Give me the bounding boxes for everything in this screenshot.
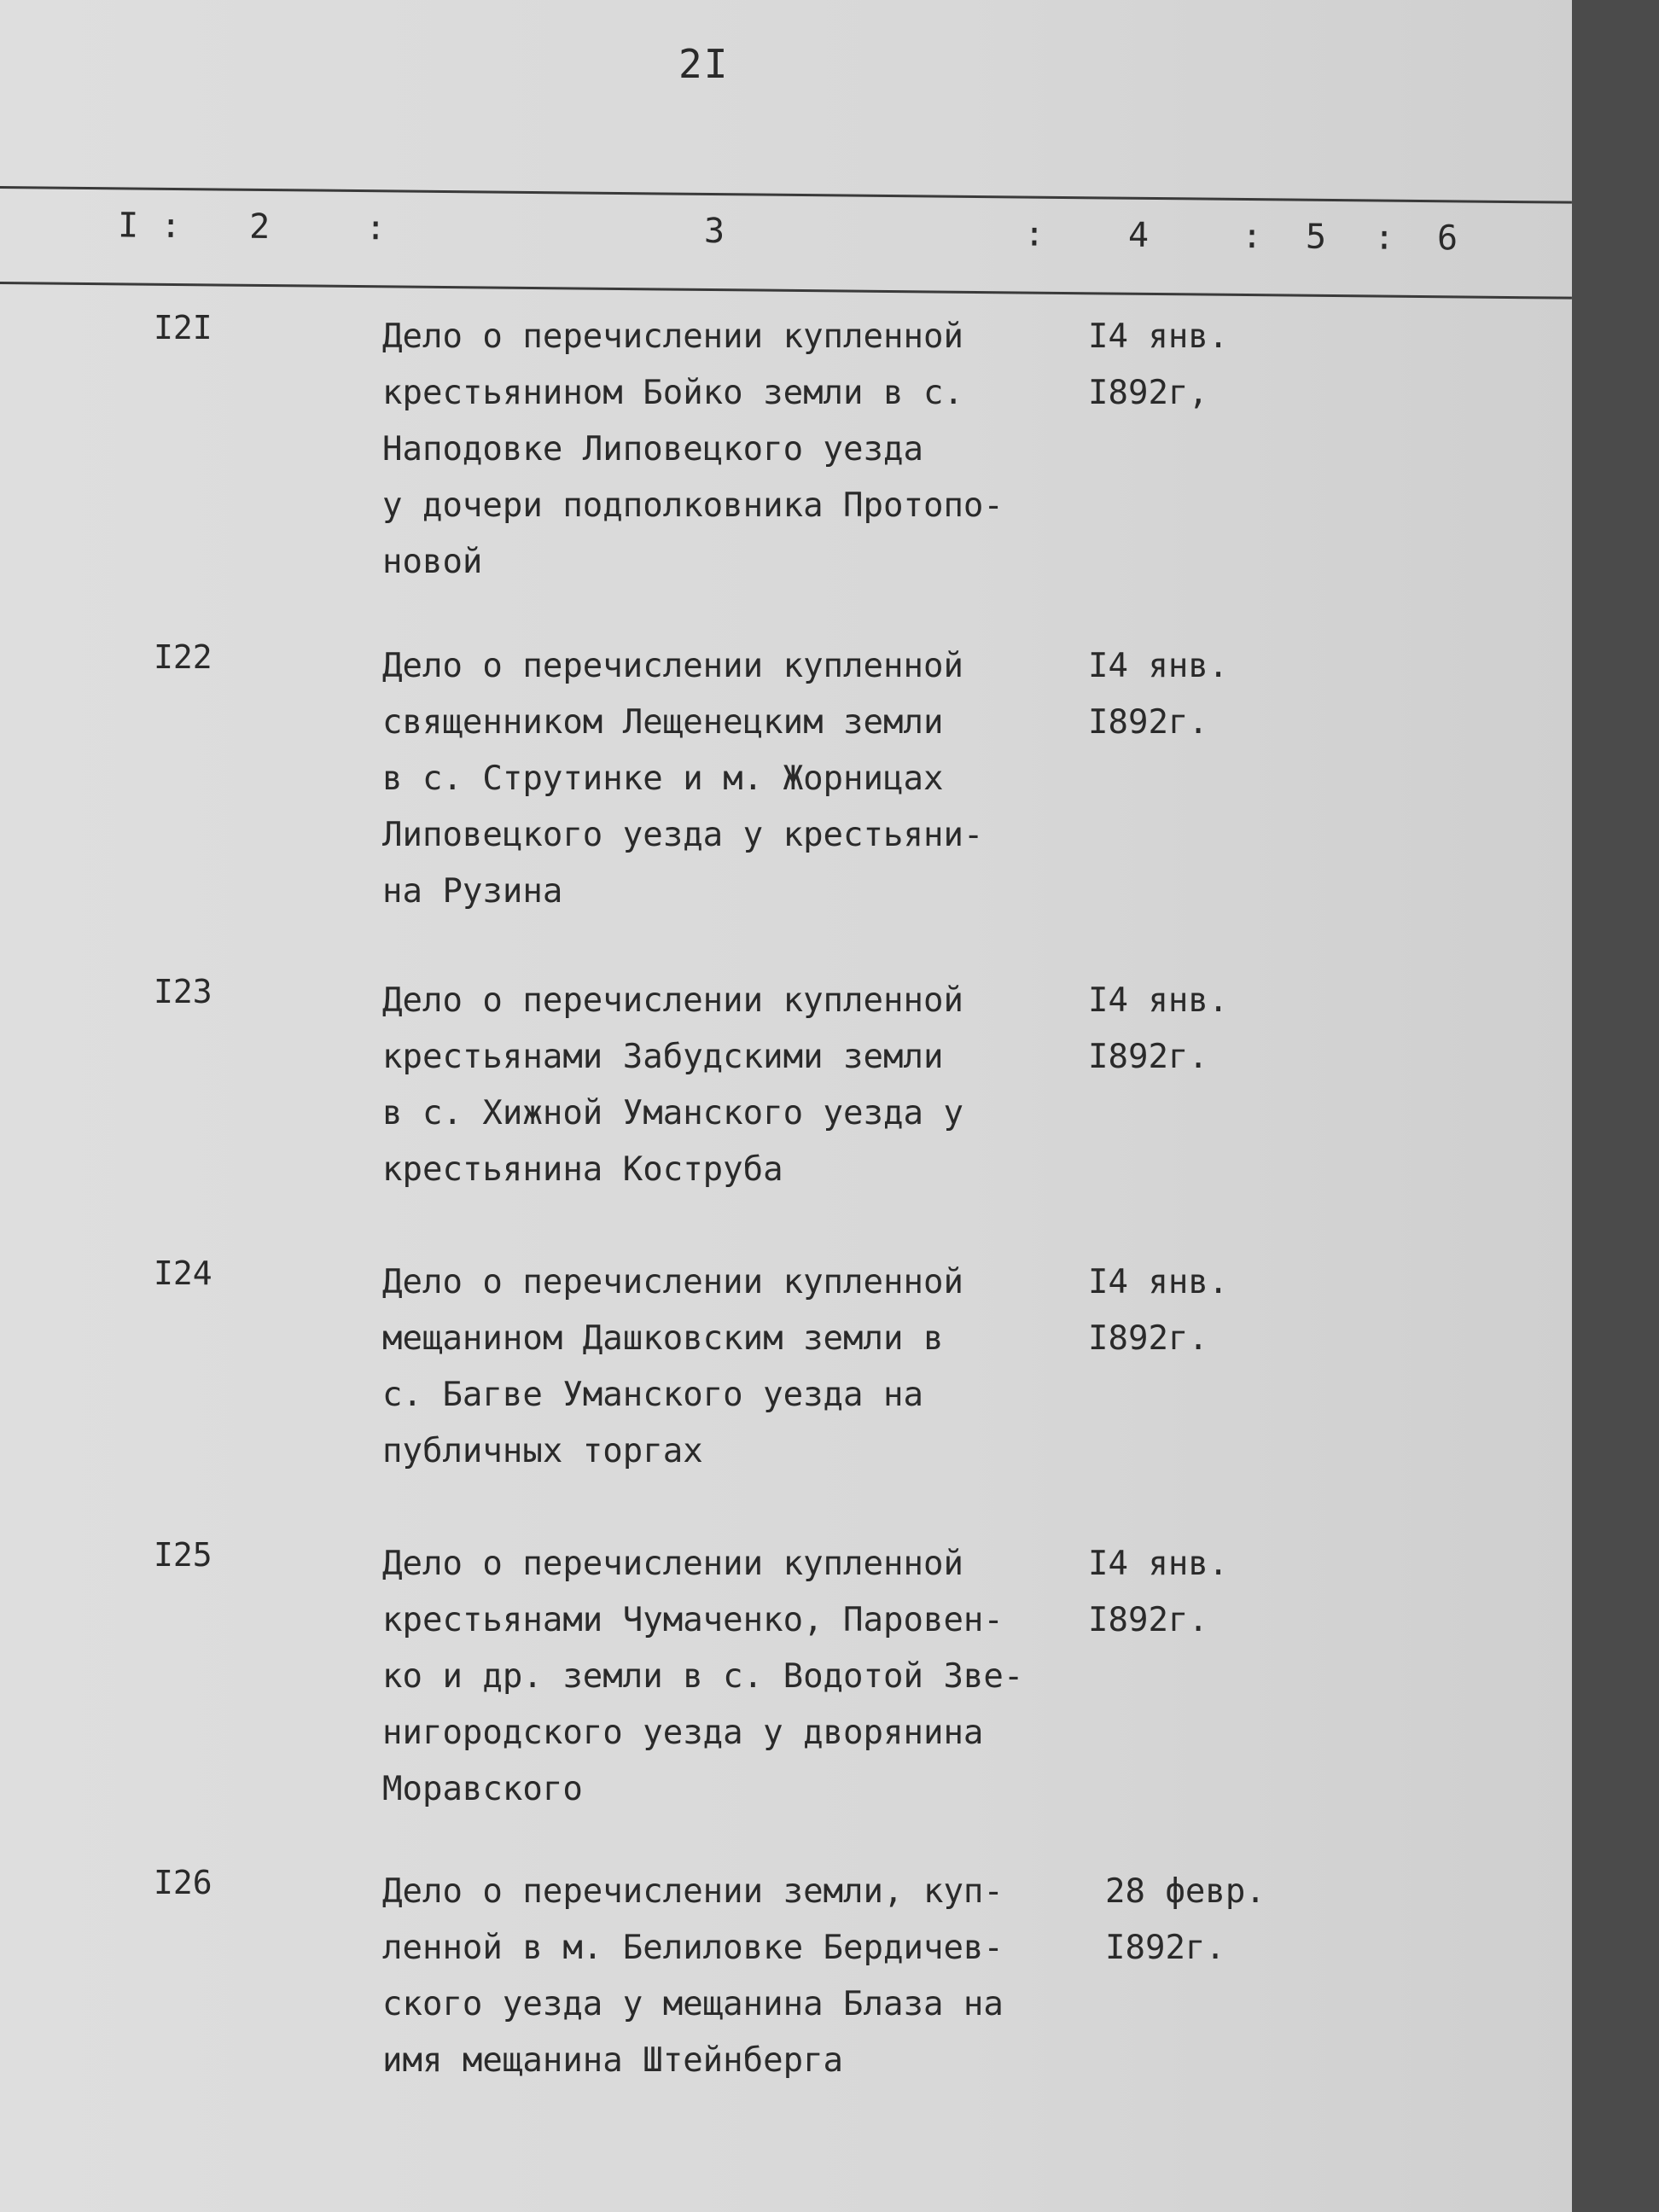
- description-line: на Рузина: [382, 872, 563, 911]
- description-line: ского уезда у мещанина Блаза на: [382, 1985, 1004, 2023]
- date-line: I4 янв.: [1088, 1545, 1229, 1583]
- entry-description: [382, 1254, 1150, 1480]
- entry-date: [1088, 309, 1228, 422]
- date-line: I4 янв.: [1088, 647, 1229, 685]
- header-col-6: 6: [1436, 218, 1458, 259]
- description-line: Дело о перечислении земли, куп-: [382, 1872, 1004, 1911]
- date-line: I4 янв.: [1088, 1263, 1229, 1301]
- description-line: ленной в м. Белиловке Бердичев-: [382, 1929, 1004, 1967]
- entry-description: [382, 1536, 1150, 1818]
- header-separator: :: [364, 208, 387, 248]
- page-number: 2I: [678, 41, 730, 87]
- entry-number: I25: [154, 1536, 212, 1574]
- description-line: имя мещанина Штейнберга: [382, 2041, 844, 2080]
- table-header: [0, 198, 1572, 282]
- date-line: I892г.: [1088, 1601, 1208, 1639]
- header-col-3: 3: [703, 211, 725, 252]
- description-line: Дело о перечислении купленной: [382, 317, 963, 356]
- entry-date: [1088, 1254, 1228, 1367]
- entry-description: [382, 1864, 1150, 2089]
- header-col-4: 4: [1127, 215, 1150, 255]
- header-separator: :: [1241, 216, 1263, 257]
- entry-date: [1088, 973, 1228, 1086]
- description-line: крестьянами Чумаченко, Паровен-: [382, 1601, 1004, 1639]
- description-line: Моравского: [382, 1770, 583, 1808]
- description-line: в с. Хижной Уманского уезда у: [382, 1094, 963, 1132]
- date-line: I892г.: [1088, 1319, 1208, 1358]
- date-line: I892г,: [1088, 374, 1208, 412]
- entry-date: [1088, 1536, 1228, 1649]
- header-separator: :: [1373, 218, 1395, 258]
- description-line: Липовецкого уезда у крестьяни-: [382, 816, 984, 854]
- entry-number: I24: [154, 1254, 212, 1292]
- header-separator: :: [1023, 214, 1045, 254]
- description-line: нигородского уезда у дворянина: [382, 1714, 984, 1752]
- description-line: в с. Струтинке и м. Жорницах: [382, 760, 944, 798]
- description-line: публичных торгах: [382, 1432, 703, 1470]
- entry-date: [1105, 1864, 1266, 1976]
- entry-number: I26: [154, 1864, 212, 1901]
- date-line: I892г.: [1088, 1038, 1208, 1076]
- header-bottom-rule: [0, 282, 1572, 300]
- entry-number: I2I: [154, 309, 212, 346]
- description-line: с. Багве Уманского уезда на: [382, 1376, 923, 1414]
- description-line: мещанином Дашковским земли в: [382, 1319, 944, 1358]
- entry-number: I22: [154, 638, 212, 676]
- description-line: священником Лещенецким земли: [382, 703, 944, 742]
- description-line: Дело о перечислении купленной: [382, 1545, 963, 1583]
- description-line: новой: [382, 543, 483, 581]
- description-line: Дело о перечислении купленной: [382, 981, 963, 1020]
- header-col-2: 2: [248, 207, 271, 247]
- entry-number: I23: [154, 973, 212, 1010]
- date-line: I892г.: [1088, 703, 1208, 742]
- header-col-5: 5: [1305, 217, 1327, 257]
- date-line: I4 янв.: [1088, 981, 1229, 1020]
- description-line: Дело о перечислении купленной: [382, 1263, 963, 1301]
- date-line: I4 янв.: [1088, 317, 1229, 356]
- description-line: ко и др. земли в с. Водотой Зве-: [382, 1657, 1024, 1696]
- entry-description: [382, 973, 1150, 1198]
- description-line: крестьянами Забудскими земли: [382, 1038, 944, 1076]
- entry-description: [382, 309, 1150, 591]
- entry-description: [382, 638, 1150, 920]
- description-line: Наподовке Липовецкого уезда: [382, 430, 923, 469]
- date-line: I892г.: [1105, 1929, 1225, 1967]
- description-line: крестьянином Бойко земли в с.: [382, 374, 963, 412]
- description-line: у дочери подполковника Протопо-: [382, 486, 1004, 525]
- description-line: крестьянина Коструба: [382, 1150, 783, 1189]
- header-separator: :: [160, 206, 182, 247]
- date-line: 28 февр.: [1105, 1872, 1266, 1911]
- description-line: Дело о перечислении купленной: [382, 647, 963, 685]
- entry-date: [1088, 638, 1228, 751]
- header-col-1: I: [117, 206, 139, 246]
